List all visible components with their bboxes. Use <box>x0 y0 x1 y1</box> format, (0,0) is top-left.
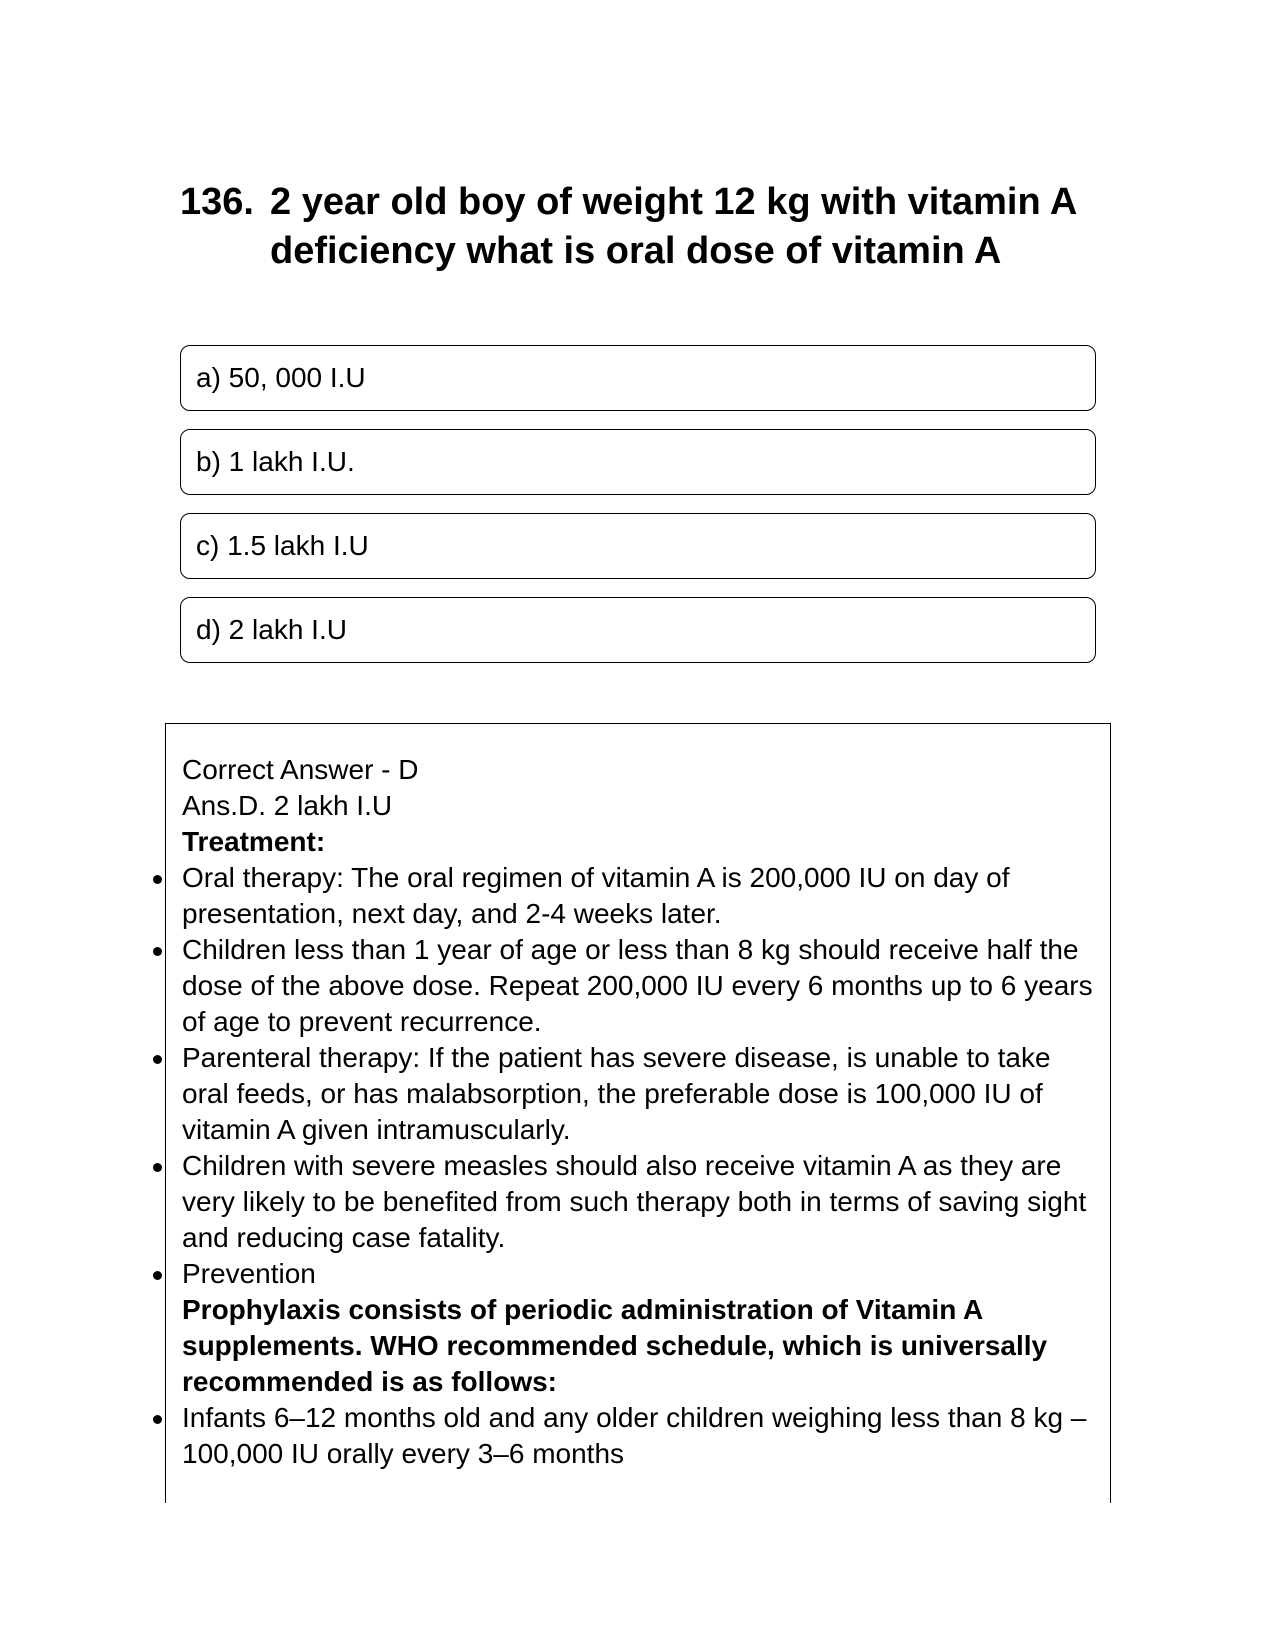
treatment-heading: Treatment: <box>182 826 326 857</box>
option-a[interactable]: a) 50, 000 I.U <box>180 345 1096 411</box>
list-item <box>182 1148 1097 1256</box>
question-heading <box>180 178 1100 276</box>
list-item <box>182 860 1097 932</box>
list-item <box>182 932 1097 1040</box>
list-item <box>182 1256 1097 1292</box>
list-item-text: Oral therapy: The oral regimen of vitamin A is 200,000 IU on day of presentation, next day, and 2-4 weeks later. <box>182 862 1010 929</box>
question-number: 136. <box>180 181 254 223</box>
list-item-text: Infants 6–12 months old and any older children weighing less than 8 kg – 100,000 IU orally every 3–6 months <box>182 1402 1087 1469</box>
option-d[interactable]: d) 2 lakh I.U <box>180 597 1096 663</box>
list-item-text: Parenteral therapy: If the patient has severe disease, is unable to take oral feeds, or has malabsorption, the preferable dose is 100,000 IU of vitamin A given intramuscularly. <box>182 1042 1051 1145</box>
option-c[interactable]: c) 1.5 lakh I.U <box>180 513 1096 579</box>
option-b[interactable]: b) 1 lakh I.U. <box>180 429 1096 495</box>
answer-line: Ans.D. 2 lakh I.U <box>182 790 393 821</box>
prophylaxis-text: Prophylaxis consists of periodic administration of Vitamin A supplements. WHO recommended schedule, which is universally recommended is as follows: <box>182 1294 1048 1397</box>
bullet-icon <box>153 875 162 884</box>
bullet-icon <box>153 1163 162 1172</box>
list-item-text: Children less than 1 year of age or less than 8 kg should receive half the dose of the above dose. Repeat 200,000 IU every 6 months up to 6 years of age to prevent recurrence. <box>182 934 1093 1037</box>
bullet-icon <box>153 1271 162 1280</box>
question-text: 2 year old boy of weight 12 kg with vitamin A deficiency what is oral dose of vitamin A <box>270 181 1076 272</box>
list-item-text: Children with severe measles should also receive vitamin A as they are very likely to be benefited from such therapy both in terms of saving sight and reducing case fatality. <box>182 1150 1087 1253</box>
list-item <box>182 1400 1097 1472</box>
correct-answer-text: Correct Answer - D <box>182 754 419 785</box>
answer-content <box>182 752 1097 1472</box>
bullet-icon <box>153 1415 162 1424</box>
bullet-icon <box>153 1055 162 1064</box>
list-item-text: Prevention <box>182 1258 316 1289</box>
answer-explanation-box <box>165 723 1111 1503</box>
bullet-icon <box>153 947 162 956</box>
list-item <box>182 1040 1097 1148</box>
